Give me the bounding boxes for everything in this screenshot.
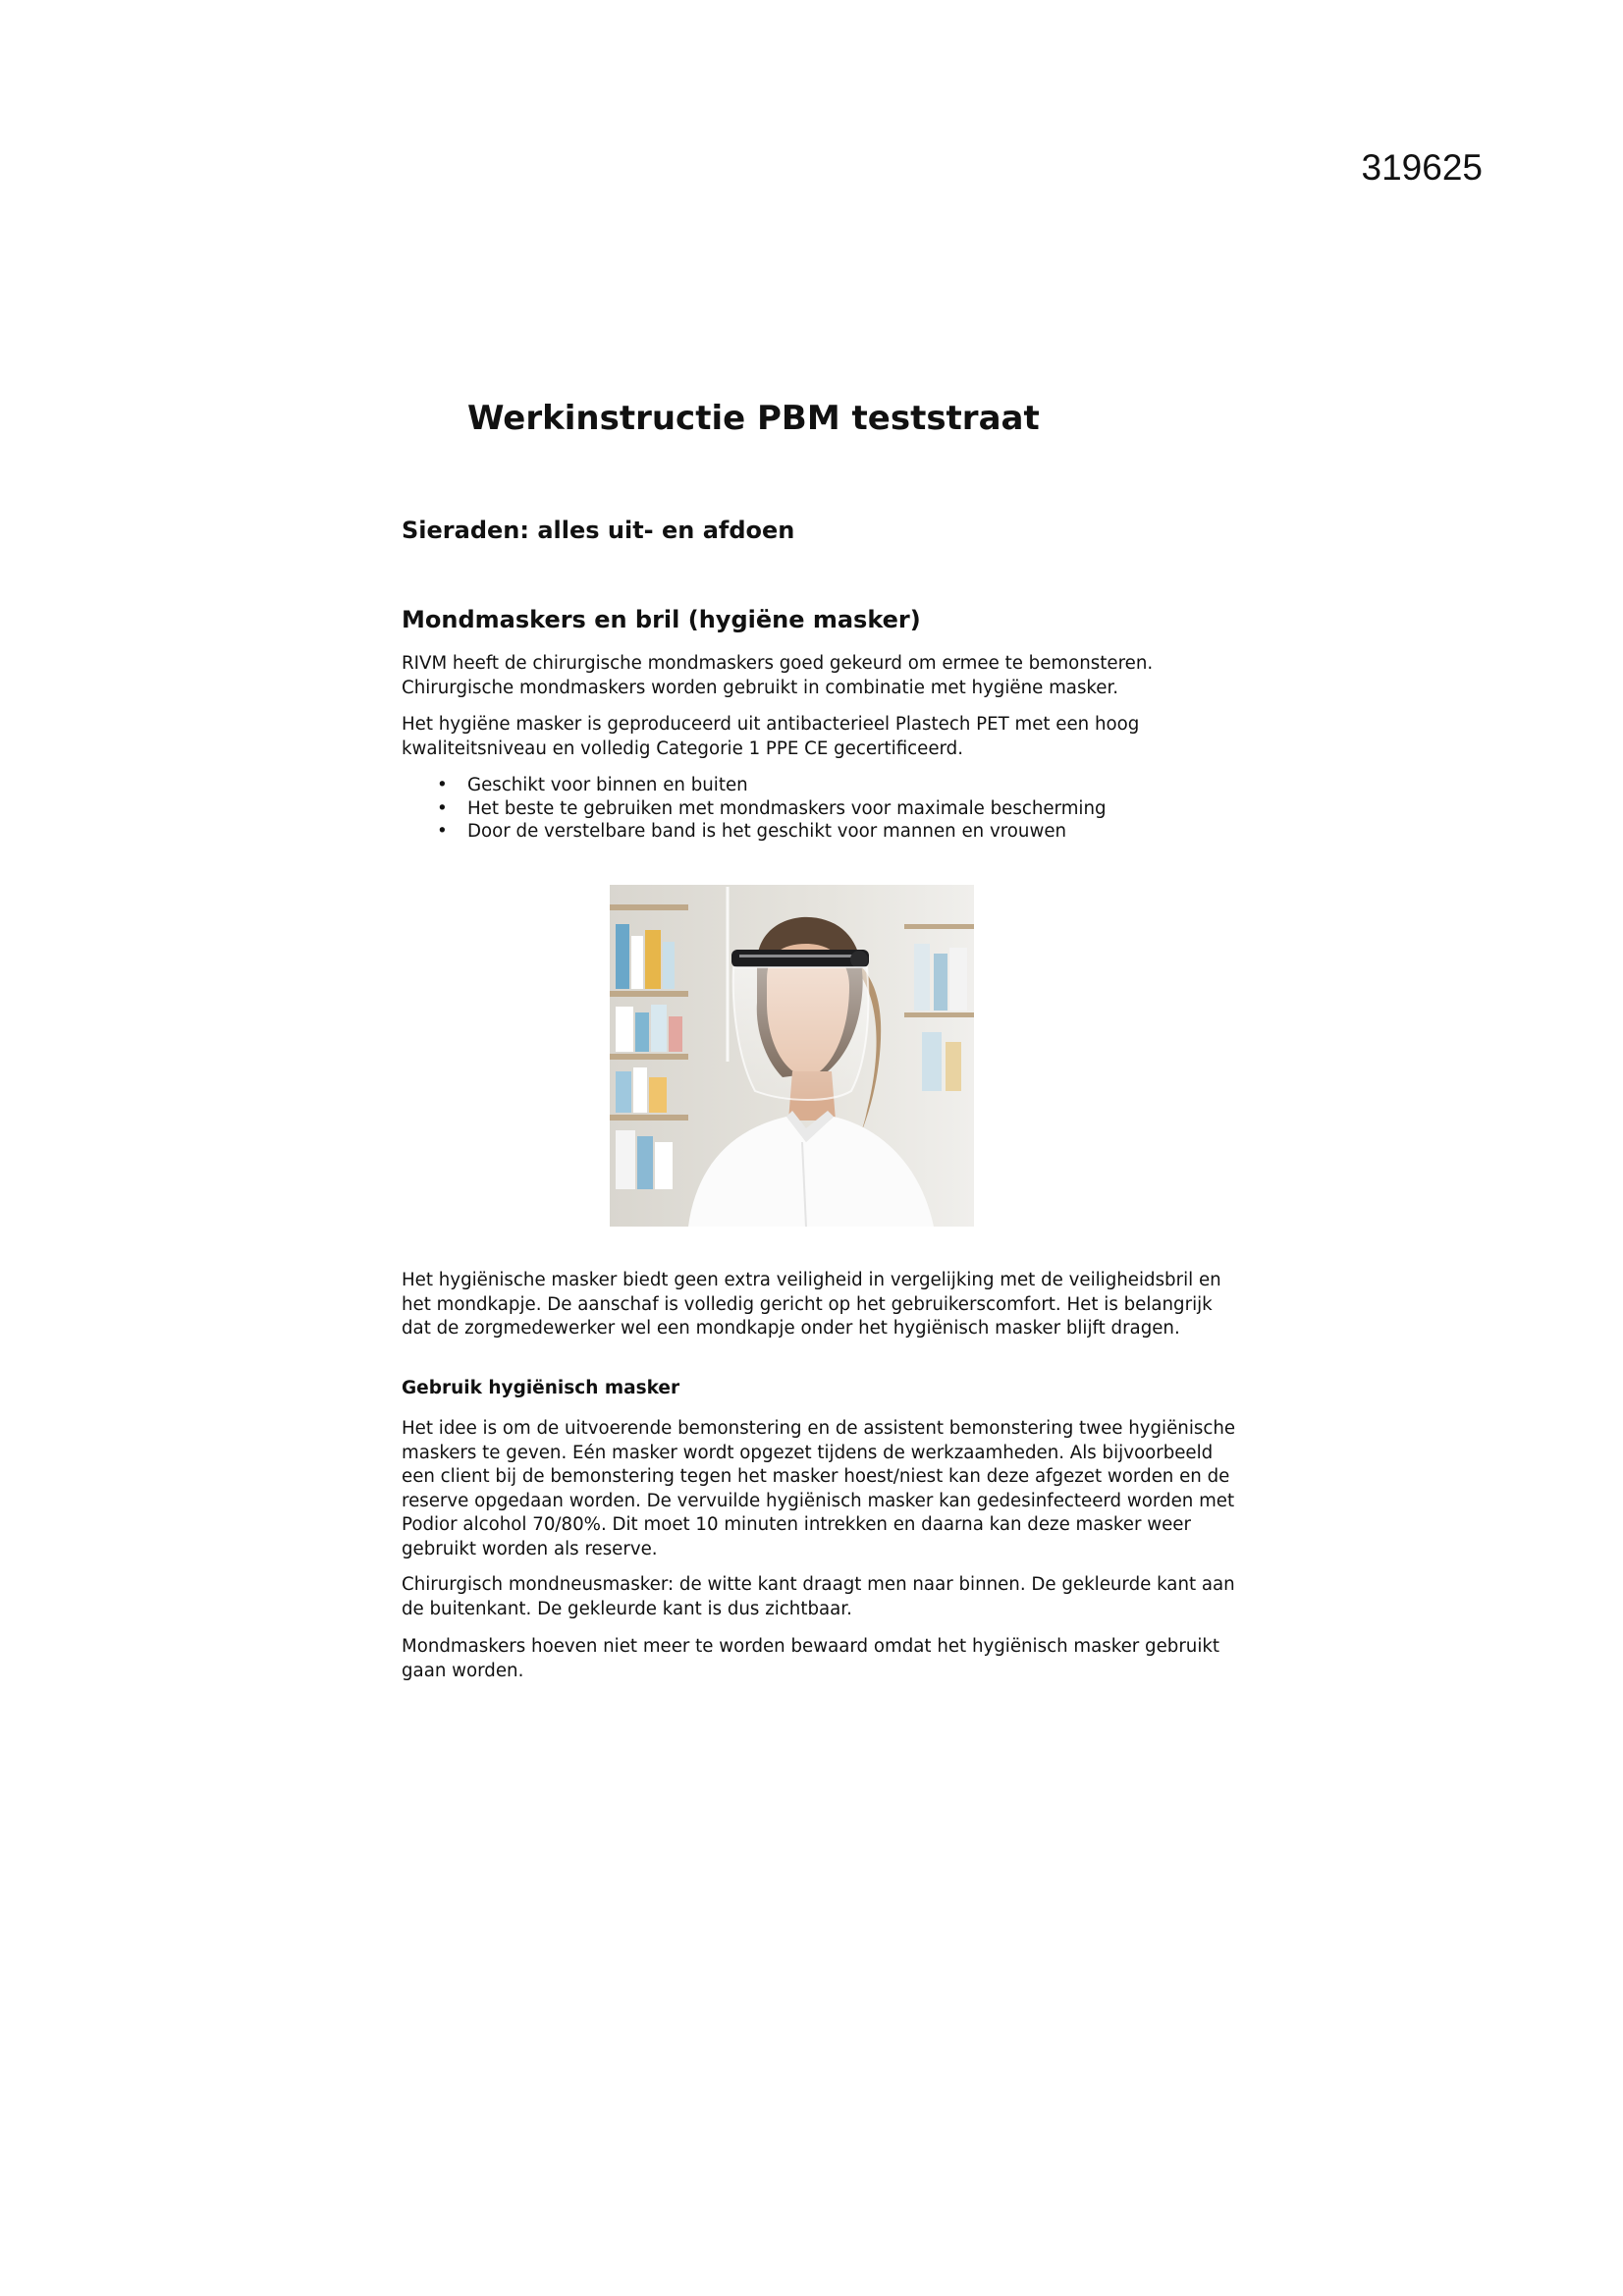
section-heading-jewelry: Sieraden: alles uit- en afdoen xyxy=(402,517,795,544)
paragraph-rivm: RIVM heeft de chirurgische mondmaskers goed gekeurd om ermee te bemonsteren. Chirurgische mondmaskers worden gebruikt in combinatie met hygiëne masker. xyxy=(402,653,1154,698)
bullet-icon: • xyxy=(437,775,448,795)
document-title: Werkinstructie PBM teststraat xyxy=(467,399,1040,438)
paragraph-storage: Mondmaskers hoeven niet meer te worden bewaard omdat het hygiënisch masker gebruikt gaan worden. xyxy=(402,1636,1220,1681)
document-id-number: 319625 xyxy=(1361,147,1483,188)
paragraph-usage: Het idee is om de uitvoerende bemonstering en de assistent bemonstering twee hygiënische maskers te geven. Eén masker wordt opgezet tijdens de werkzaamheden. Als bijvoorbeeld een client bij de bemonstering tegen het masker hoest/niest kan deze afgezet worden en de reserve opgedaan worden. De vervuilde hygiënisch masker kan gedesinfecteerd worden met Podior alcohol 70/80%. Dit moet 10 minuten intrekken en daarna kan deze masker weer gebruikt worden als reserve. xyxy=(402,1418,1236,1559)
paragraph-surgical-mask: Chirurgisch mondneusmasker: de witte kant draagt men naar binnen. De gekleurde kant aan de buitenkant. De gekleurde kant is dus zichtbaar. xyxy=(402,1574,1235,1619)
list-item: • Door de verstelbare band is het geschikt voor mannen en vrouwen xyxy=(437,821,1067,842)
face-shield-photo xyxy=(610,885,974,1227)
paragraph-comfort: Het hygiënische masker biedt geen extra veiligheid in vergelijking met de veiligheidsbril en het mondkapje. De aanschaf is volledig gericht op het gebruikerscomfort. Het is belangrijk dat de zorgmedewerker wel een mondkapje onder het hygiënisch masker blijft dragen. xyxy=(402,1270,1221,1339)
list-item: • Geschikt voor binnen en buiten xyxy=(437,775,748,795)
bullet-icon: • xyxy=(437,797,448,819)
feature-list xyxy=(402,774,1246,844)
bullet-icon: • xyxy=(437,821,448,842)
list-item: • Het beste te gebruiken met mondmaskers voor maximale bescherming xyxy=(437,797,1107,819)
section-heading-masks: Mondmaskers en bril (hygiëne masker) xyxy=(402,606,921,633)
paragraph-mask-material: Het hygiëne masker is geproduceerd uit antibacterieel Plastech PET met een hoog kwaliteitsniveau en volledig Categorie 1 PPE CE gecertificeerd. xyxy=(402,714,1140,759)
subheading-usage: Gebruik hygiënisch masker xyxy=(402,1378,680,1398)
